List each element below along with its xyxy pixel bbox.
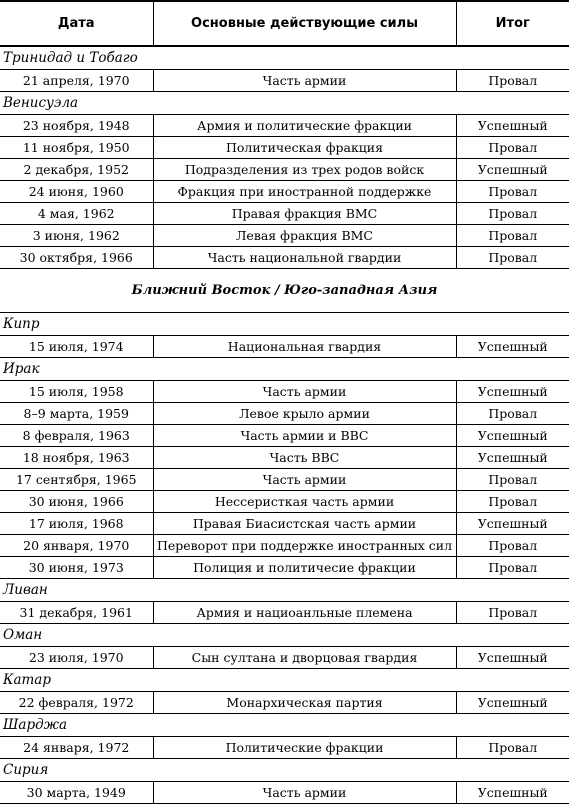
header-result: Итог <box>456 1 569 46</box>
result-cell: Провал <box>456 602 569 624</box>
table-row <box>0 602 569 624</box>
country-name: Ирак <box>0 358 569 381</box>
date-cell: 15 июля, 1974 <box>0 336 153 358</box>
region-name: Ближний Восток / Юго-западная Азия <box>0 269 569 313</box>
forces-cell: Полиция и политичесие фракции <box>153 557 456 579</box>
date-cell: 24 января, 1972 <box>0 737 153 759</box>
country-name: Тринидад и Тобаго <box>0 46 569 70</box>
date-cell: 30 июня, 1966 <box>0 491 153 513</box>
date-cell: 2 декабря, 1952 <box>0 159 153 181</box>
table-row <box>0 247 569 269</box>
result-cell: Успешный <box>456 115 569 137</box>
table-row <box>0 336 569 358</box>
country-name: Оман <box>0 624 569 647</box>
result-cell: Успешный <box>456 513 569 535</box>
table-row <box>0 535 569 557</box>
result-cell: Успешный <box>456 782 569 804</box>
date-cell: 20 января, 1970 <box>0 535 153 557</box>
forces-cell: Нессеристкая часть армии <box>153 491 456 513</box>
result-cell: Успешный <box>456 692 569 714</box>
result-cell: Успешный <box>456 647 569 669</box>
table-row <box>0 737 569 759</box>
country-name: Катар <box>0 669 569 692</box>
result-cell: Провал <box>456 225 569 247</box>
date-cell: 11 ноября, 1950 <box>0 137 153 159</box>
table-row <box>0 159 569 181</box>
forces-cell: Часть ВВС <box>153 447 456 469</box>
date-cell: 23 июля, 1970 <box>0 647 153 669</box>
table-row <box>0 225 569 247</box>
table-row <box>0 692 569 714</box>
date-cell: 18 ноября, 1963 <box>0 447 153 469</box>
table-row <box>0 647 569 669</box>
result-cell: Провал <box>456 737 569 759</box>
table-row <box>0 403 569 425</box>
header-forces: Основные действующие силы <box>153 1 456 46</box>
result-cell: Провал <box>456 70 569 92</box>
country-row <box>0 759 569 782</box>
forces-cell: Фракция при иностранной поддержке <box>153 181 456 203</box>
date-cell: 31 декабря, 1961 <box>0 602 153 624</box>
table-row <box>0 115 569 137</box>
table-row <box>0 469 569 491</box>
country-row <box>0 579 569 602</box>
table-row <box>0 513 569 535</box>
country-row <box>0 46 569 70</box>
table-row <box>0 137 569 159</box>
table-body <box>0 46 569 804</box>
date-cell: 17 июля, 1968 <box>0 513 153 535</box>
result-cell: Провал <box>456 403 569 425</box>
country-name: Кипр <box>0 313 569 336</box>
forces-cell: Сын султана и дворцовая гвардия <box>153 647 456 669</box>
date-cell: 17 сентября, 1965 <box>0 469 153 491</box>
result-cell: Успешный <box>456 336 569 358</box>
forces-cell: Армия и нациоанльные племена <box>153 602 456 624</box>
country-name: Сирия <box>0 759 569 782</box>
result-cell: Успешный <box>456 447 569 469</box>
date-cell: 3 июня, 1962 <box>0 225 153 247</box>
date-cell: 30 марта, 1949 <box>0 782 153 804</box>
forces-cell: Политические фракции <box>153 737 456 759</box>
table-header <box>0 1 569 46</box>
table-row <box>0 181 569 203</box>
date-cell: 21 апреля, 1970 <box>0 70 153 92</box>
country-row <box>0 358 569 381</box>
forces-cell: Часть армии и ВВС <box>153 425 456 447</box>
date-cell: 22 февраля, 1972 <box>0 692 153 714</box>
forces-cell: Политическая фракция <box>153 137 456 159</box>
date-cell: 15 июля, 1958 <box>0 381 153 403</box>
table-row <box>0 447 569 469</box>
forces-cell: Правая фракция ВМС <box>153 203 456 225</box>
table-row <box>0 782 569 804</box>
region-row <box>0 269 569 313</box>
result-cell: Провал <box>456 491 569 513</box>
forces-cell: Подразделения из трех родов войск <box>153 159 456 181</box>
result-cell: Провал <box>456 469 569 491</box>
country-name: Венисуэла <box>0 92 569 115</box>
country-row <box>0 624 569 647</box>
country-row <box>0 714 569 737</box>
forces-cell: Левое крыло армии <box>153 403 456 425</box>
forces-cell: Часть армии <box>153 70 456 92</box>
header-date: Дата <box>0 1 153 46</box>
result-cell: Успешный <box>456 159 569 181</box>
table-row <box>0 557 569 579</box>
country-name: Шарджа <box>0 714 569 737</box>
date-cell: 8–9 марта, 1959 <box>0 403 153 425</box>
result-cell: Провал <box>456 535 569 557</box>
table-row <box>0 491 569 513</box>
date-cell: 23 ноября, 1948 <box>0 115 153 137</box>
country-row <box>0 313 569 336</box>
result-cell: Провал <box>456 203 569 225</box>
forces-cell: Левая фракция ВМС <box>153 225 456 247</box>
result-cell: Провал <box>456 557 569 579</box>
table-row <box>0 381 569 403</box>
result-cell: Успешный <box>456 381 569 403</box>
date-cell: 30 июня, 1973 <box>0 557 153 579</box>
country-name: Ливан <box>0 579 569 602</box>
result-cell: Провал <box>456 247 569 269</box>
date-cell: 8 февраля, 1963 <box>0 425 153 447</box>
forces-cell: Национальная гвардия <box>153 336 456 358</box>
forces-cell: Монархическая партия <box>153 692 456 714</box>
forces-cell: Часть армии <box>153 782 456 804</box>
forces-cell: Часть национальной гвардии <box>153 247 456 269</box>
date-cell: 24 июня, 1960 <box>0 181 153 203</box>
result-cell: Провал <box>456 137 569 159</box>
table-row <box>0 70 569 92</box>
forces-cell: Часть армии <box>153 381 456 403</box>
country-row <box>0 669 569 692</box>
forces-cell: Армия и политические фракции <box>153 115 456 137</box>
country-row <box>0 92 569 115</box>
table-row <box>0 203 569 225</box>
forces-cell: Правая Биасистская часть армии <box>153 513 456 535</box>
table-row <box>0 425 569 447</box>
date-cell: 4 мая, 1962 <box>0 203 153 225</box>
forces-cell: Часть армии <box>153 469 456 491</box>
result-cell: Успешный <box>456 425 569 447</box>
date-cell: 30 октября, 1966 <box>0 247 153 269</box>
result-cell: Провал <box>456 181 569 203</box>
forces-cell: Переворот при поддержке иностранных сил <box>153 535 456 557</box>
